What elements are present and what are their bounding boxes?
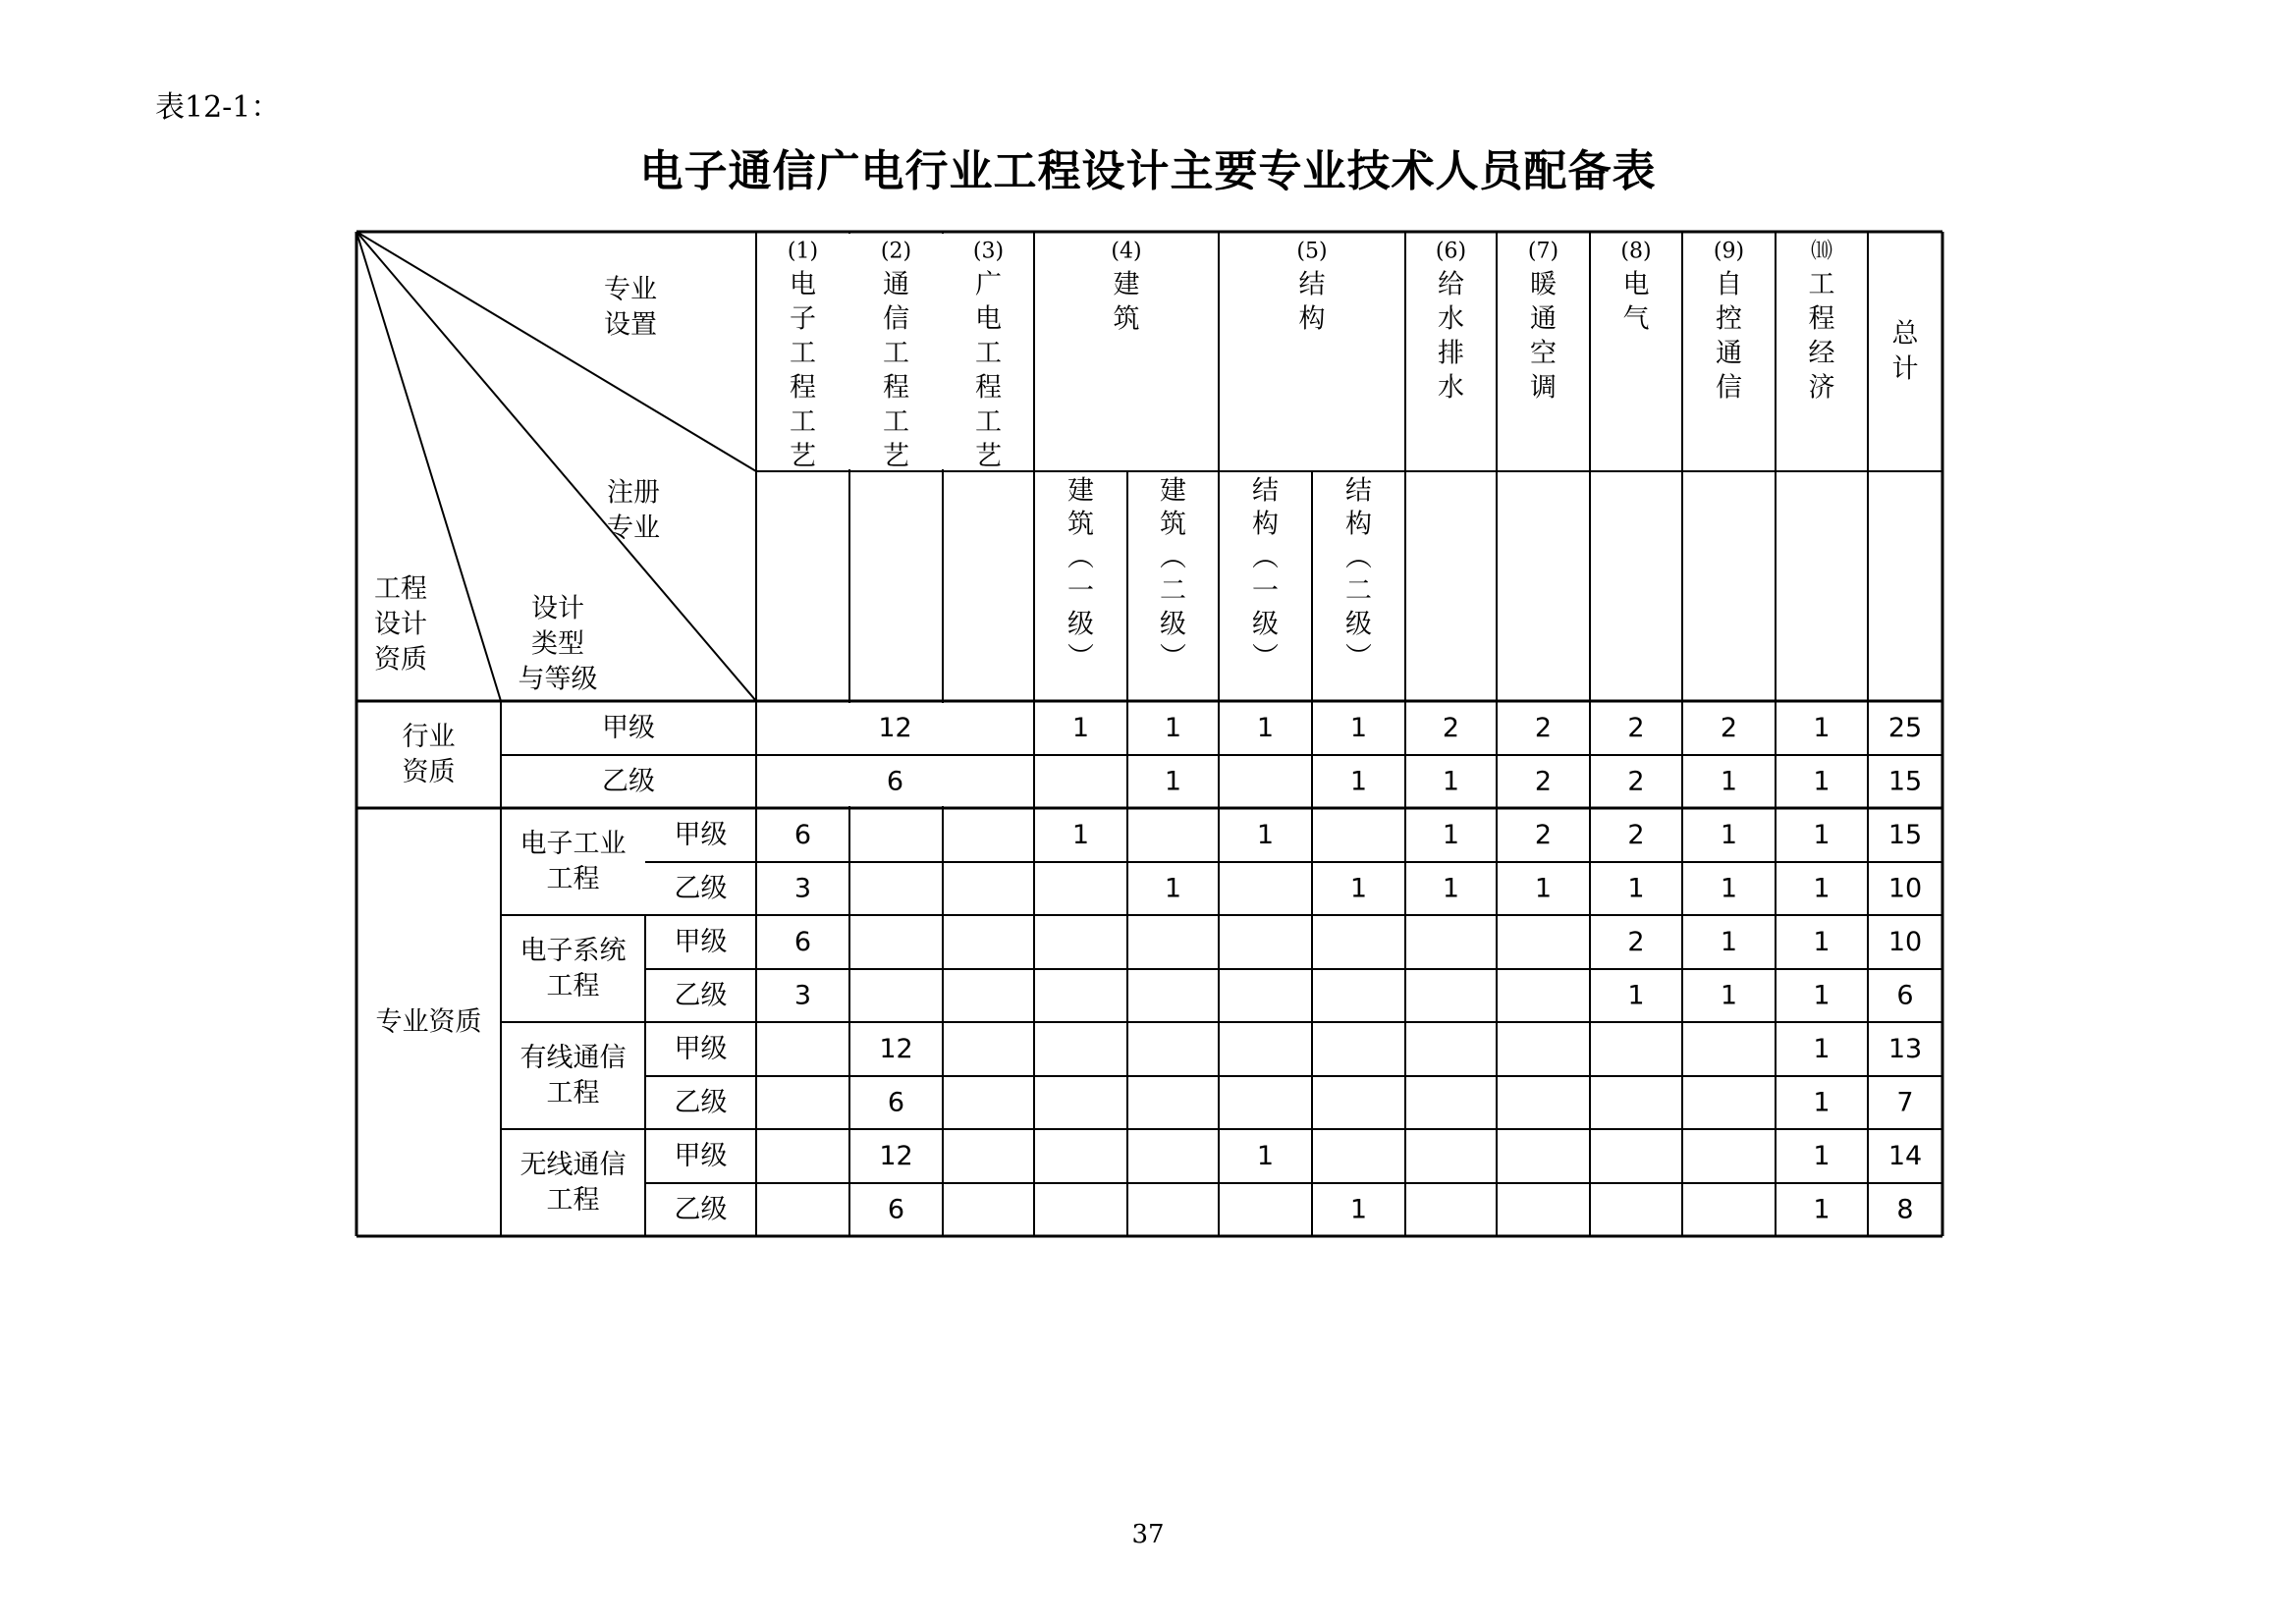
registered-subheader: 构 [1252,509,1279,540]
grade-label: 甲级 [674,927,728,957]
registered-subheader: ︵ [1067,542,1094,573]
cell-value: 1 [1813,1034,1831,1064]
header-qualification-label: 设计 [374,609,427,640]
cell-value: 1 [1256,713,1275,743]
cell-value: 6 [1896,980,1914,1011]
registered-subheader: 建 [1160,475,1186,507]
cell-value: 1 [1720,820,1738,850]
column-name: 调 [1530,372,1557,404]
cell-value: 1 [1720,980,1738,1011]
cell-value: 1 [1813,713,1831,743]
header-qualification-label: 工程 [374,573,427,605]
page-title: 电子通信广电行业工程设计主要专业技术人员配备表 [639,146,1657,196]
registered-subheader: 二 [1345,575,1372,607]
cell-value: 10 [1887,927,1923,957]
column-number: ⑽ [1810,239,1833,264]
column-name: 通 [1530,303,1557,335]
header-registered-label: 专业 [607,513,660,544]
grade-label: 乙级 [674,1087,728,1118]
cell-value: 1 [1164,766,1182,797]
group-name: 电子系统 [519,936,627,966]
cell-value: 1 [1442,873,1460,904]
column-name: 建 [1113,269,1140,300]
table-label: 表12-1： [155,90,281,125]
grade-label: 甲级 [674,820,728,850]
cell-value: 1 [1071,713,1090,743]
registered-subheader: ︶ [1160,642,1186,674]
group-name: 工程 [546,864,600,894]
column-name: 气 [1622,303,1650,335]
cell-value: 1 [1442,820,1460,850]
cell-value: 13 [1887,1034,1923,1064]
cell-value: 1 [1256,1141,1275,1171]
cell-value: 1 [1534,873,1553,904]
cell-value: 8 [1896,1194,1914,1225]
column-number: (9) [1713,239,1745,264]
column-name: 空 [1530,338,1557,369]
column-name: 工 [975,406,1002,438]
cell-value: 1 [1720,927,1738,957]
column-name: 电 [975,303,1002,335]
cell-value: 2 [1534,820,1553,850]
cell-value: 1 [1813,766,1831,797]
cell-value: 12 [878,713,912,743]
industry-label: 行业 [402,722,456,752]
registered-subheader: 级 [1160,609,1186,640]
column-name: 济 [1808,372,1835,404]
total-header: 总 [1891,318,1919,350]
column-number: (4) [1111,239,1142,264]
cell-value: 1 [1256,820,1275,850]
column-name: 工 [1808,269,1835,300]
column-number: (7) [1527,239,1559,264]
cell-value: 1 [1813,1087,1831,1118]
cell-value: 1 [1720,873,1738,904]
cell-value: 1 [1813,820,1831,850]
group-name: 电子工业 [519,829,627,859]
column-name: 信 [883,303,909,335]
cell-value: 2 [1627,820,1645,850]
cell-value: 3 [793,980,812,1011]
column-name: 程 [975,372,1002,404]
group-name: 有线通信 [519,1043,627,1073]
registered-subheader: 一 [1252,575,1279,607]
grade-label: 乙级 [674,873,728,904]
cell-value: 1 [1627,873,1645,904]
cell-value: 2 [1534,713,1553,743]
column-name: 结 [1298,269,1326,300]
registered-subheader: 结 [1252,475,1279,507]
column-name: 给 [1438,269,1464,300]
column-name: 广 [975,269,1002,300]
column-name: 电 [790,269,816,300]
header-registered-label: 注册 [607,477,660,509]
registered-subheader: 建 [1067,475,1094,507]
cell-value: 1 [1164,873,1182,904]
column-number: (6) [1435,239,1467,264]
registered-subheader: 一 [1067,575,1094,607]
group-name: 工程 [546,971,600,1001]
registered-subheader: ︶ [1345,642,1372,674]
registered-subheader: ︶ [1067,642,1094,674]
cell-value: 1 [1442,766,1460,797]
column-name: 工 [975,338,1002,369]
cell-value: 1 [1813,927,1831,957]
column-name: 排 [1438,338,1464,369]
column-number: (3) [972,239,1005,264]
total-header: 计 [1891,353,1919,385]
cell-value: 1 [1349,1194,1368,1225]
column-name: 暖 [1530,269,1557,300]
cell-value: 3 [793,873,812,904]
registered-subheader: 构 [1345,509,1372,540]
cell-value: 1 [1627,980,1645,1011]
column-name: 经 [1808,338,1835,369]
cell-value: 1 [1071,820,1090,850]
cell-value: 2 [1720,713,1738,743]
column-name: 子 [790,303,816,335]
header-design-type-label: 与等级 [518,664,598,695]
cell-value: 1 [1349,766,1368,797]
group-name: 工程 [546,1078,600,1109]
column-name: 工 [883,406,909,438]
cell-value: 2 [1534,766,1553,797]
registered-subheader: 级 [1067,609,1094,640]
registered-subheader: 筑 [1067,509,1094,540]
grade-label: 甲级 [602,713,655,743]
cell-value: 1 [1349,713,1368,743]
column-number: (5) [1296,239,1328,264]
registered-subheader: 级 [1252,609,1279,640]
grade-label: 乙级 [602,766,655,797]
diagonal-line [356,232,756,471]
cell-value: 2 [1627,713,1645,743]
cell-value: 10 [1887,873,1923,904]
group-name: 无线通信 [519,1150,627,1180]
cell-value: 6 [887,1087,905,1118]
column-number: (1) [787,239,819,264]
cell-value: 1 [1813,873,1831,904]
cell-value: 7 [1896,1087,1914,1118]
column-name: 程 [790,372,816,404]
cell-value: 12 [879,1141,913,1171]
column-name: 通 [883,269,909,300]
column-name: 构 [1298,303,1326,335]
column-name: 电 [1622,269,1650,300]
cell-value: 6 [887,1194,905,1225]
cell-value: 25 [1887,713,1923,743]
cell-value: 1 [1349,873,1368,904]
cell-value: 1 [1164,713,1182,743]
cell-value: 12 [879,1034,913,1064]
column-name: 程 [1808,303,1835,335]
grade-label: 乙级 [674,980,728,1011]
header-qualification-label: 资质 [374,644,427,676]
industry-label: 资质 [402,757,456,787]
grade-label: 甲级 [674,1034,728,1064]
registered-subheader: ︵ [1160,542,1186,573]
column-name: 艺 [790,441,816,472]
header-speciality-label: 专业 [604,274,657,305]
cell-value: 14 [1887,1141,1923,1171]
column-name: 水 [1438,303,1464,335]
registered-subheader: 筑 [1160,509,1186,540]
column-name: 工 [883,338,909,369]
cell-value: 1 [1720,766,1738,797]
column-name: 控 [1716,303,1742,335]
cell-value: 6 [886,766,904,797]
registered-subheader: 级 [1345,609,1372,640]
page-number: 37 [1131,1520,1165,1549]
column-name: 程 [883,372,909,404]
header-design-type-label: 设计 [531,593,584,624]
cell-value: 2 [1442,713,1460,743]
column-name: 工 [790,338,816,369]
cell-value: 6 [793,820,812,850]
column-name: 通 [1716,338,1742,369]
cell-value: 15 [1887,766,1923,797]
cell-value: 1 [1813,1141,1831,1171]
cell-value: 2 [1627,927,1645,957]
registered-subheader: 结 [1345,475,1372,507]
registered-subheader: ︵ [1345,542,1372,573]
cell-value: 1 [1813,980,1831,1011]
professional-label: 专业资质 [375,1006,482,1038]
column-name: 信 [1716,372,1742,404]
column-number: (2) [880,239,912,264]
registered-subheader: 二 [1160,575,1186,607]
column-number: (8) [1620,239,1652,264]
registered-subheader: ︵ [1252,542,1279,573]
registered-subheader: ︶ [1252,642,1279,674]
column-name: 水 [1438,372,1464,404]
header-speciality-label: 设置 [604,309,657,341]
column-name: 艺 [883,441,909,472]
column-name: 工 [790,406,816,438]
grade-label: 甲级 [674,1141,728,1171]
cell-value: 15 [1887,820,1923,850]
group-name: 工程 [546,1185,600,1216]
header-design-type-label: 类型 [531,628,584,660]
merge-mask [847,234,852,469]
column-name: 艺 [975,441,1002,472]
cell-value: 6 [793,927,812,957]
column-name: 筑 [1113,303,1140,335]
grade-label: 乙级 [674,1194,728,1225]
column-name: 自 [1716,269,1742,300]
cell-value: 2 [1627,766,1645,797]
merge-mask [940,234,946,469]
cell-value: 1 [1813,1194,1831,1225]
